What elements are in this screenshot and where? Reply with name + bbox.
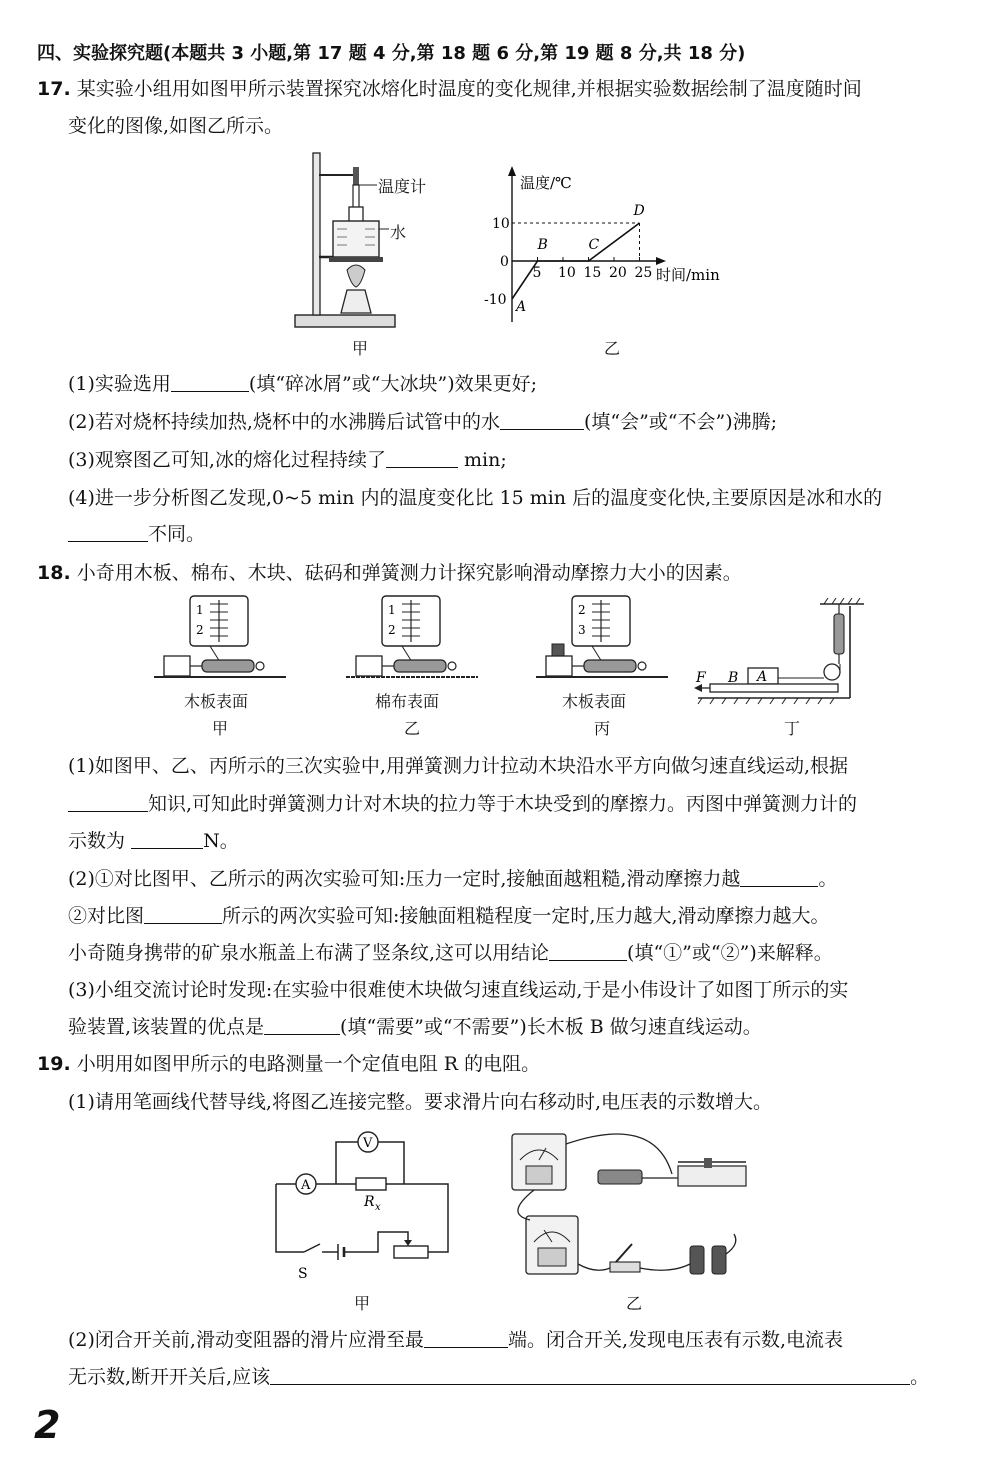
q17-sub4-text-b: 不同。 (148, 523, 206, 545)
q18-sub2-text1b: 。 (818, 868, 838, 890)
fig-jia-caption: 甲 (352, 339, 369, 358)
q18-sub3-line2 (68, 1015, 762, 1039)
q18-sub2-text2a: ②对比图 (68, 905, 145, 927)
q19-sub2-text1b: 端。闭合开关,发现电压表有示数,电流表 (507, 1329, 844, 1351)
spring-scale (202, 660, 254, 672)
switch-label: S (298, 1266, 308, 1282)
ice-melting-apparatus-figure (285, 145, 455, 335)
q17-sub1 (68, 372, 537, 396)
q18-sub1-text2: 知识,可知此时弹簧测力计对木块的拉力等于木块受到的摩擦力。丙图中弹簧测力计的 (148, 793, 858, 815)
friction-fig-ding (694, 598, 870, 706)
q17-sub3-text-a: (3)观察图乙可知,冰的熔化过程持续了 (68, 449, 386, 471)
point-label-A: A (516, 299, 527, 315)
y-axis-label: 温度/℃ (520, 174, 572, 192)
resistor-symbol (356, 1178, 386, 1190)
water-label: 水 (390, 223, 407, 242)
q17-sub2-blank[interactable] (500, 411, 584, 430)
fig-bing-surface-label: 木板表面 (562, 692, 627, 711)
q18-sub2-line2 (68, 904, 830, 928)
wood-block (546, 656, 572, 676)
rheostat-symbol (394, 1246, 428, 1258)
y-tick-label: 10 (492, 216, 510, 232)
x-axis-label: 时间/min (656, 266, 720, 284)
circuit-fig-jia-caption: 甲 (354, 1294, 371, 1313)
resistor-label: R (364, 1194, 375, 1210)
point-label-D: D (633, 203, 645, 219)
thermometer-label: 温度计 (378, 177, 427, 196)
resistor-device (598, 1170, 642, 1184)
fig-ding-caption: 丁 (784, 719, 801, 738)
scale-label-bottom: 2 (388, 623, 396, 637)
x-tick-label: 20 (609, 265, 627, 281)
q18-sub2-blank3[interactable] (549, 942, 627, 961)
x-tick-label: 5 (532, 265, 542, 281)
label-B: B (728, 670, 739, 686)
scale-label-bottom: 3 (578, 623, 586, 637)
scale-label-top: 1 (388, 603, 396, 617)
wood-block (164, 656, 190, 676)
y-tick-label: -10 (484, 292, 507, 308)
q17-sub4-blank[interactable] (68, 523, 148, 542)
q18-sub1-blank2[interactable] (131, 830, 203, 849)
q18-sub1-line2 (68, 792, 857, 816)
q18-sub1-line1: (1)如图甲、乙、丙所示的三次实验中,用弹簧测力计拉动木块沿水平方向做匀速直线运动,根据 (68, 755, 848, 777)
q17-sub3-blank[interactable] (386, 449, 458, 468)
x-axis-arrow (656, 257, 666, 265)
q19-sub2-text1a: (2)闭合开关前,滑动变阻器的滑片应滑至最 (68, 1329, 424, 1351)
q18-sub2-blank2[interactable] (144, 905, 222, 924)
point-label-C: C (588, 237, 600, 253)
q17-sub4-line2 (68, 522, 205, 546)
q18-sub2-text3a: 小奇随身携带的矿泉水瓶盖上布满了竖条纹,这可以用结论 (68, 942, 550, 964)
rheostat-device (678, 1166, 746, 1186)
q19-sub2-blank1[interactable] (424, 1329, 508, 1348)
q19-sub2-line2 (68, 1365, 929, 1389)
q17-sub2 (68, 410, 777, 434)
q19-sub1: (1)请用笔画线代替导线,将图乙连接完整。要求滑片向右移动时,电压表的示数增大。 (68, 1091, 772, 1113)
pulley (824, 664, 840, 680)
scale-label-bottom: 2 (196, 623, 204, 637)
y-tick-label: 0 (500, 254, 509, 270)
q18-stem-text: 小奇用木板、棉布、木块、砝码和弹簧测力计探究影响滑动摩擦力大小的因素。 (76, 562, 742, 584)
point-label-B: B (537, 237, 548, 253)
friction-fig-bing (532, 592, 672, 692)
scale-label-top: 2 (578, 603, 586, 617)
section-header: 四、实验探究题(本题共 3 小题,第 17 题 4 分,第 18 题 6 分,第 19 题 8 分,共 18 分) (37, 43, 746, 64)
q18-sub2-text3b: (填“①”或“②”)来解释。 (627, 942, 833, 964)
wire-1 (566, 1134, 672, 1174)
q17-sub1-text-a: (1)实验选用 (68, 373, 171, 395)
q17-sub3-text-b: min; (464, 449, 507, 471)
fig-bing-caption-q18: 丙 (594, 719, 611, 738)
q17-stem-line2: 变化的图像,如图乙所示。 (68, 115, 284, 137)
q19-sub2-blank2[interactable] (270, 1366, 910, 1385)
q17-sub1-blank[interactable] (171, 373, 249, 392)
wire-gauze (329, 257, 383, 262)
physical-circuit-figure (504, 1124, 760, 1290)
friction-fig-yi (342, 592, 482, 692)
q18-sub1-blank1[interactable] (68, 793, 148, 812)
spring-scale (394, 660, 446, 672)
q18-number: 18. (37, 562, 71, 584)
q18-sub1-text3a: 示数为 (68, 830, 126, 852)
ammeter-label: A (301, 1178, 311, 1193)
clamp (353, 167, 359, 185)
wood-block (356, 656, 382, 676)
temperature-time-chart (470, 162, 740, 332)
q19-sub2-text2b: 。 (910, 1366, 930, 1388)
q19-sub2-line1 (68, 1328, 843, 1352)
q17-sub2-text-a: (2)若对烧杯持续加热,烧杯中的水沸腾后试管中的水 (68, 411, 500, 433)
q18-stem (37, 561, 742, 585)
fig-yi-caption-q18: 乙 (404, 719, 421, 738)
circuit-diagram (268, 1128, 458, 1290)
resistor-subscript: x (375, 1202, 381, 1213)
fig-jia-caption-q18: 甲 (212, 719, 229, 738)
x-tick-label: 10 (558, 265, 576, 281)
q18-sub1-line3 (68, 829, 239, 853)
scale-label-top: 1 (196, 603, 204, 617)
friction-fig-jia (150, 592, 290, 692)
q17-stem-line1 (37, 77, 862, 101)
fig-yi-caption: 乙 (604, 339, 621, 358)
q18-sub3-text2b: (填“需要”或“不需要”)长木板 B 做匀速直线运动。 (340, 1016, 762, 1038)
q17-sub3 (68, 448, 507, 472)
q18-sub3-blank[interactable] (264, 1016, 340, 1035)
q19-stem (37, 1052, 540, 1076)
switch-symbol (304, 1244, 320, 1252)
q19-sub2-text2a: 无示数,断开开关后,应该 (68, 1366, 271, 1388)
q17-number: 17. (37, 78, 71, 100)
page-number: 2 (34, 1403, 61, 1447)
q17-sub2-text-b: (填“会”或“不会”)沸腾; (583, 411, 778, 433)
fig-jia-surface-label: 木板表面 (184, 692, 249, 711)
weight (552, 644, 564, 656)
q17-sub1-text-b: (填“碎冰屑”或“大冰块”)效果更好; (248, 373, 538, 395)
q19-stem-text: 小明用如图甲所示的电路测量一个定值电阻 R 的电阻。 (76, 1053, 541, 1075)
apparatus-base (295, 315, 395, 327)
battery-1 (690, 1246, 704, 1274)
physical-fig-yi-caption: 乙 (626, 1294, 643, 1313)
q18-sub1-text3b: N。 (203, 830, 239, 852)
spring-scale (584, 660, 636, 672)
beaker (333, 221, 379, 257)
x-tick-label: 25 (634, 265, 653, 281)
label-A: A (757, 669, 768, 685)
q17-stem-text1: 某实验小组用如图甲所示装置探究冰熔化时温度的变化规律,并根据实验数据绘制了温度随时间 (76, 78, 862, 100)
alcohol-lamp (341, 290, 371, 313)
flame (347, 265, 365, 287)
q19-number: 19. (37, 1053, 71, 1075)
q18-sub2-text2b: 所示的两次实验可知:接触面粗糙程度一定时,压力越大,滑动摩擦力越大。 (222, 905, 830, 927)
q18-sub2-line1 (68, 867, 837, 891)
q18-sub3-text2a: 验装置,该装置的优点是 (68, 1016, 265, 1038)
switch-device (610, 1262, 640, 1272)
q18-sub2-blank1[interactable] (740, 868, 818, 887)
q18-sub2-text1a: (2)①对比图甲、乙所示的两次实验可知:压力一定时,接触面越粗糙,滑动摩擦力越 (68, 868, 741, 890)
voltmeter-label: V (363, 1136, 373, 1151)
label-F: F (696, 670, 706, 686)
q18-sub3-line1: (3)小组交流讨论时发现:在实验中很难使木块做匀速直线运动,于是小伟设计了如图丁所示的实 (68, 979, 849, 1001)
battery-2 (712, 1246, 726, 1274)
q18-sub2-line3 (68, 941, 833, 965)
x-tick-label: 15 (583, 265, 602, 281)
q17-sub4-line1: (4)进一步分析图乙发现,0~5 min 内的温度变化比 15 min 后的温度变化快,主要原因是冰和水的 (68, 487, 883, 509)
hanging-spring-scale (834, 614, 844, 654)
y-axis-arrow (508, 166, 516, 176)
fig-yi-surface-label: 棉布表面 (375, 692, 440, 711)
wire-left (276, 1184, 304, 1252)
iron-stand-rod (313, 153, 320, 315)
